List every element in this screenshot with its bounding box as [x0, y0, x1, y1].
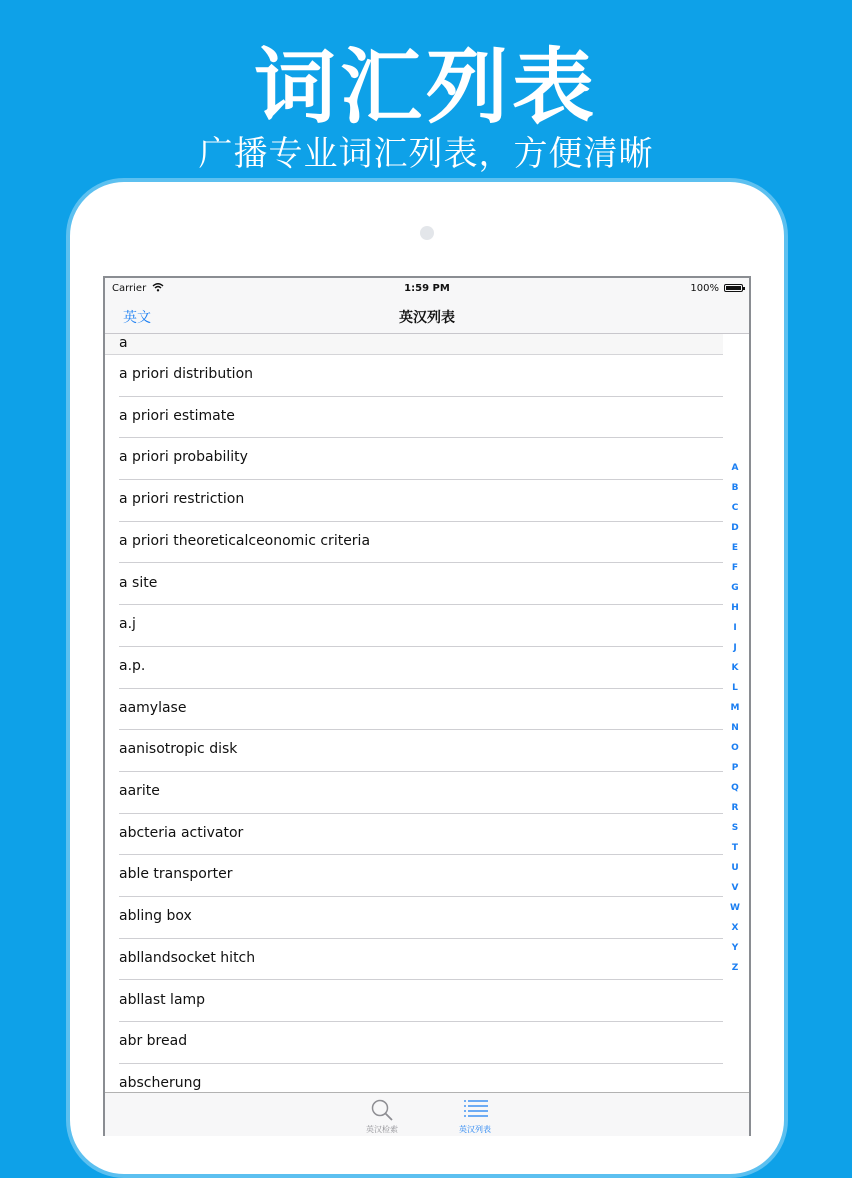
list-item[interactable]: [105, 522, 723, 564]
index-letter[interactable]: X: [731, 923, 739, 933]
list-item[interactable]: [105, 1064, 723, 1092]
carrier-label: Carrier: [112, 283, 147, 294]
page-title: 英汉列表: [399, 310, 455, 326]
promo-title: 词汇列表: [253, 39, 598, 135]
list-item-label: a priori probability: [119, 449, 248, 466]
battery-icon: [724, 284, 743, 292]
index-letter[interactable]: M: [730, 703, 740, 713]
index-letter[interactable]: B: [731, 483, 739, 493]
list-item-label: abcteria activator: [119, 824, 244, 841]
search-icon: [370, 1098, 394, 1122]
list-item[interactable]: [105, 814, 723, 856]
list-item[interactable]: [105, 355, 723, 397]
list-item-label: a.p.: [119, 657, 146, 674]
list-item[interactable]: [105, 605, 723, 647]
alphabet-index[interactable]: [727, 458, 743, 978]
index-letter[interactable]: P: [731, 763, 739, 773]
index-letter[interactable]: Q: [731, 783, 739, 793]
tab-search[interactable]: [347, 1096, 417, 1136]
index-letter[interactable]: G: [731, 583, 739, 593]
tab-search-label: 英汉检索: [366, 1125, 398, 1134]
index-letter[interactable]: E: [731, 543, 739, 553]
list-item-label: able transporter: [119, 866, 233, 883]
list-item[interactable]: [105, 772, 723, 814]
index-letter[interactable]: K: [731, 663, 739, 673]
list-item-label: aamylase: [119, 699, 187, 716]
section-header: [105, 334, 723, 355]
index-letter[interactable]: L: [732, 683, 738, 693]
english-button[interactable]: 英文: [123, 310, 151, 326]
index-letter[interactable]: D: [731, 523, 739, 533]
list-item[interactable]: [105, 730, 723, 772]
tab-bar: [105, 1092, 749, 1136]
list-item-label: abling box: [119, 908, 192, 925]
index-letter[interactable]: T: [731, 843, 739, 853]
list-item-label: a.j: [119, 616, 136, 633]
list-item[interactable]: [105, 855, 723, 897]
list-item-label: aarite: [119, 783, 160, 799]
index-letter[interactable]: U: [731, 863, 739, 873]
list-item-label: abscherung: [119, 1074, 202, 1091]
index-letter[interactable]: F: [731, 563, 739, 573]
list-item-label: a priori distribution: [119, 366, 254, 382]
list-item[interactable]: [105, 689, 723, 731]
list-item[interactable]: [105, 480, 723, 522]
list-item-label: a priori theoreticalceonomic criteria: [119, 532, 371, 549]
list-icon: [463, 1098, 489, 1120]
status-time: 1:59 PM: [404, 283, 450, 294]
app-screen: [103, 276, 751, 1136]
index-letter[interactable]: Z: [731, 963, 739, 973]
tab-list-label: 英汉列表: [459, 1125, 491, 1134]
index-letter[interactable]: O: [731, 743, 739, 753]
list-item-label: aanisotropic disk: [119, 741, 238, 758]
word-list[interactable]: [105, 334, 749, 1092]
status-bar: [105, 278, 749, 300]
list-item[interactable]: [105, 939, 723, 981]
list-item[interactable]: [105, 564, 723, 606]
list-item-label: a priori restriction: [119, 491, 245, 508]
index-letter[interactable]: R: [731, 803, 739, 813]
list-item-label: abllast lamp: [119, 991, 206, 1008]
index-letter[interactable]: A: [731, 463, 739, 473]
list-item-label: abr bread: [119, 1033, 188, 1050]
promo-subtitle: 广播专业词汇列表，方便清晰: [198, 134, 654, 174]
list-item-label: a priori estimate: [119, 407, 235, 424]
index-letter[interactable]: V: [731, 883, 739, 893]
battery-percent: 100%: [690, 283, 719, 294]
list-item[interactable]: [105, 1022, 723, 1064]
list-item[interactable]: [105, 981, 723, 1023]
list-item-label: a site: [119, 574, 158, 591]
index-letter[interactable]: I: [733, 623, 737, 633]
section-header-label: a: [119, 335, 128, 351]
list-item[interactable]: [105, 897, 723, 939]
index-letter[interactable]: C: [731, 503, 739, 513]
tab-list[interactable]: [440, 1096, 510, 1136]
index-letter[interactable]: Y: [731, 943, 739, 953]
list-item[interactable]: [105, 438, 723, 480]
list-item[interactable]: [105, 647, 723, 689]
index-letter[interactable]: W: [730, 903, 740, 913]
navigation-bar: [105, 300, 749, 334]
list-item[interactable]: [105, 397, 723, 439]
list-item-label: abllandsocket hitch: [119, 949, 256, 966]
index-letter[interactable]: J: [733, 643, 737, 653]
camera-dot: [420, 226, 434, 240]
index-letter[interactable]: S: [731, 823, 739, 833]
index-letter[interactable]: N: [731, 723, 739, 733]
index-letter[interactable]: H: [731, 603, 739, 613]
